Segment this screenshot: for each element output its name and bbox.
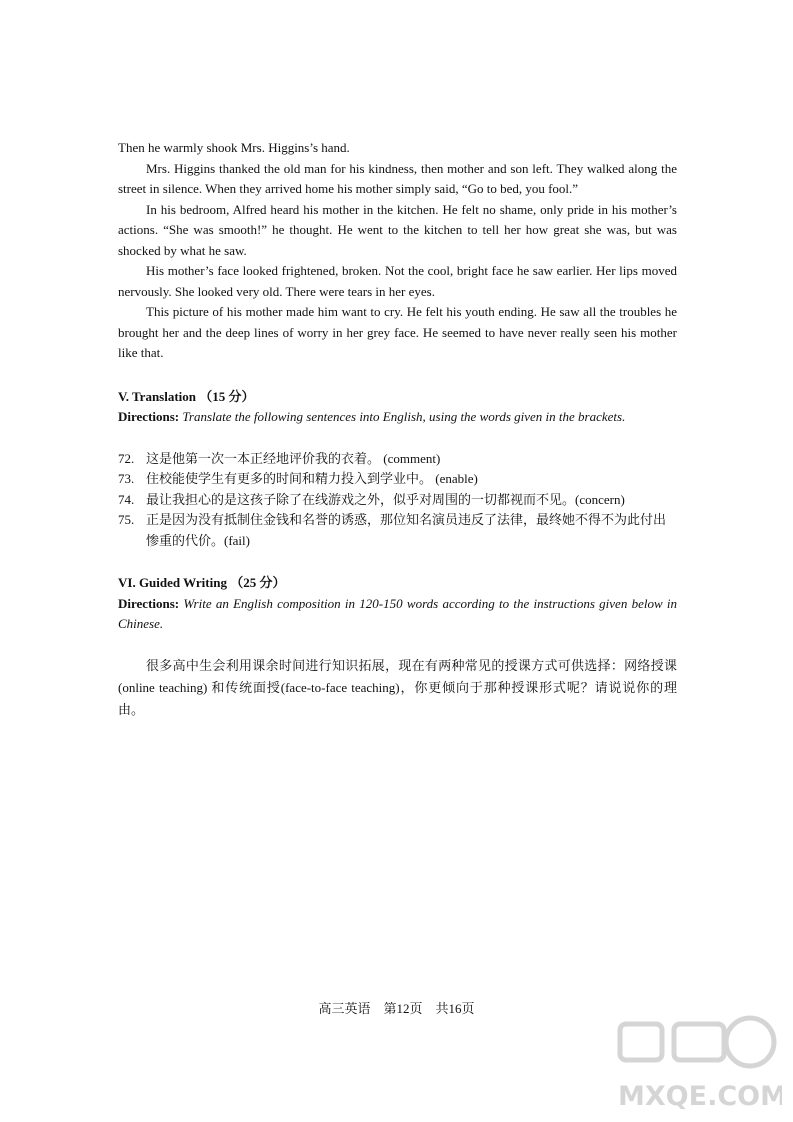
item-text: 最让我担心的是这孩子除了在线游戏之外，似乎对周围的一切都视而不见。(concern) — [146, 491, 625, 507]
directions-label: Directions: — [118, 595, 180, 611]
guided-writing-section — [118, 573, 677, 721]
writing-heading: VI. Guided Writing （25 分） — [118, 575, 286, 590]
passage-paragraph-5: This picture of his mother made him want to cry. He felt his youth ending. He saw all the troubles he brought her and the deep lines of worry in her grey face. He seemed to have never really seen his mother like that. — [118, 304, 677, 360]
translation-items — [118, 449, 677, 552]
passage-paragraph-2: Mrs. Higgins thanked the old man for his kindness, then mother and son left. They walked along the street in silence. When they arrived home his mother simply said, “Go to bed, you fool.” — [118, 160, 677, 196]
translation-directions — [118, 407, 677, 428]
item-text: 住校能使学生有更多的时间和精力投入到学业中。 (enable) — [146, 471, 478, 486]
writing-prompt: 很多高中生会利用课余时间进行知识拓展，现在有两种常见的授课方式可供选择：网络授课(online teaching) 和传统面授(face-to-face teaching)，你更倾向于那种授课形式呢？请说说你的理由。 — [118, 657, 677, 717]
translation-item — [118, 510, 677, 551]
item-text: 正是因为没有抵制住金钱和名誉的诱惑，那位知名演员违反了法律，最终她不得不为此付出惨重的代价。(fail) — [146, 512, 667, 548]
watermark-text: MXQE.COM — [618, 1081, 782, 1112]
item-number: 75. — [118, 512, 135, 527]
reading-passage — [118, 138, 677, 364]
passage-paragraph-3: In his bedroom, Alfred heard his mother in the kitchen. He felt no shame, only pride in his mother’s actions. “She was smooth!” he thought. He went to the kitchen to tell her how great she was, but was shocked by what he saw. — [118, 201, 677, 258]
passage-paragraph-4: His mother’s face looked frightened, broken. Not the cool, bright face he saw earlier. Her lips moved nervously. She looked very old. There were tears in her eyes. — [118, 263, 677, 299]
directions-label: Directions: — [118, 409, 180, 424]
page-footer: 高三英语 第12页 共16页 — [318, 1001, 475, 1016]
translation-item — [118, 469, 677, 490]
directions-text: Write an English composition in 120-150 words according to the instructions given below in Chinese. — [118, 595, 678, 631]
directions-text: Translate the following sentences into English, using the words given in the brackets. — [182, 409, 626, 424]
writing-directions — [118, 594, 677, 635]
item-number: 73. — [118, 471, 135, 486]
translation-item — [118, 449, 677, 470]
watermark-icon — [612, 1010, 782, 1115]
translation-section — [118, 387, 677, 552]
passage-paragraph-1: Then he warmly shook Mrs. Higgins’s hand. — [118, 140, 350, 155]
item-text: 这是他第一次一本正经地评价我的衣着。 (comment) — [146, 450, 441, 466]
translation-item — [118, 490, 677, 511]
page-content — [118, 138, 677, 734]
translation-heading: V. Translation （15 分） — [118, 388, 255, 404]
watermark-logo — [612, 1010, 782, 1115]
item-number: 74. — [118, 491, 135, 507]
item-number: 72. — [118, 450, 135, 466]
